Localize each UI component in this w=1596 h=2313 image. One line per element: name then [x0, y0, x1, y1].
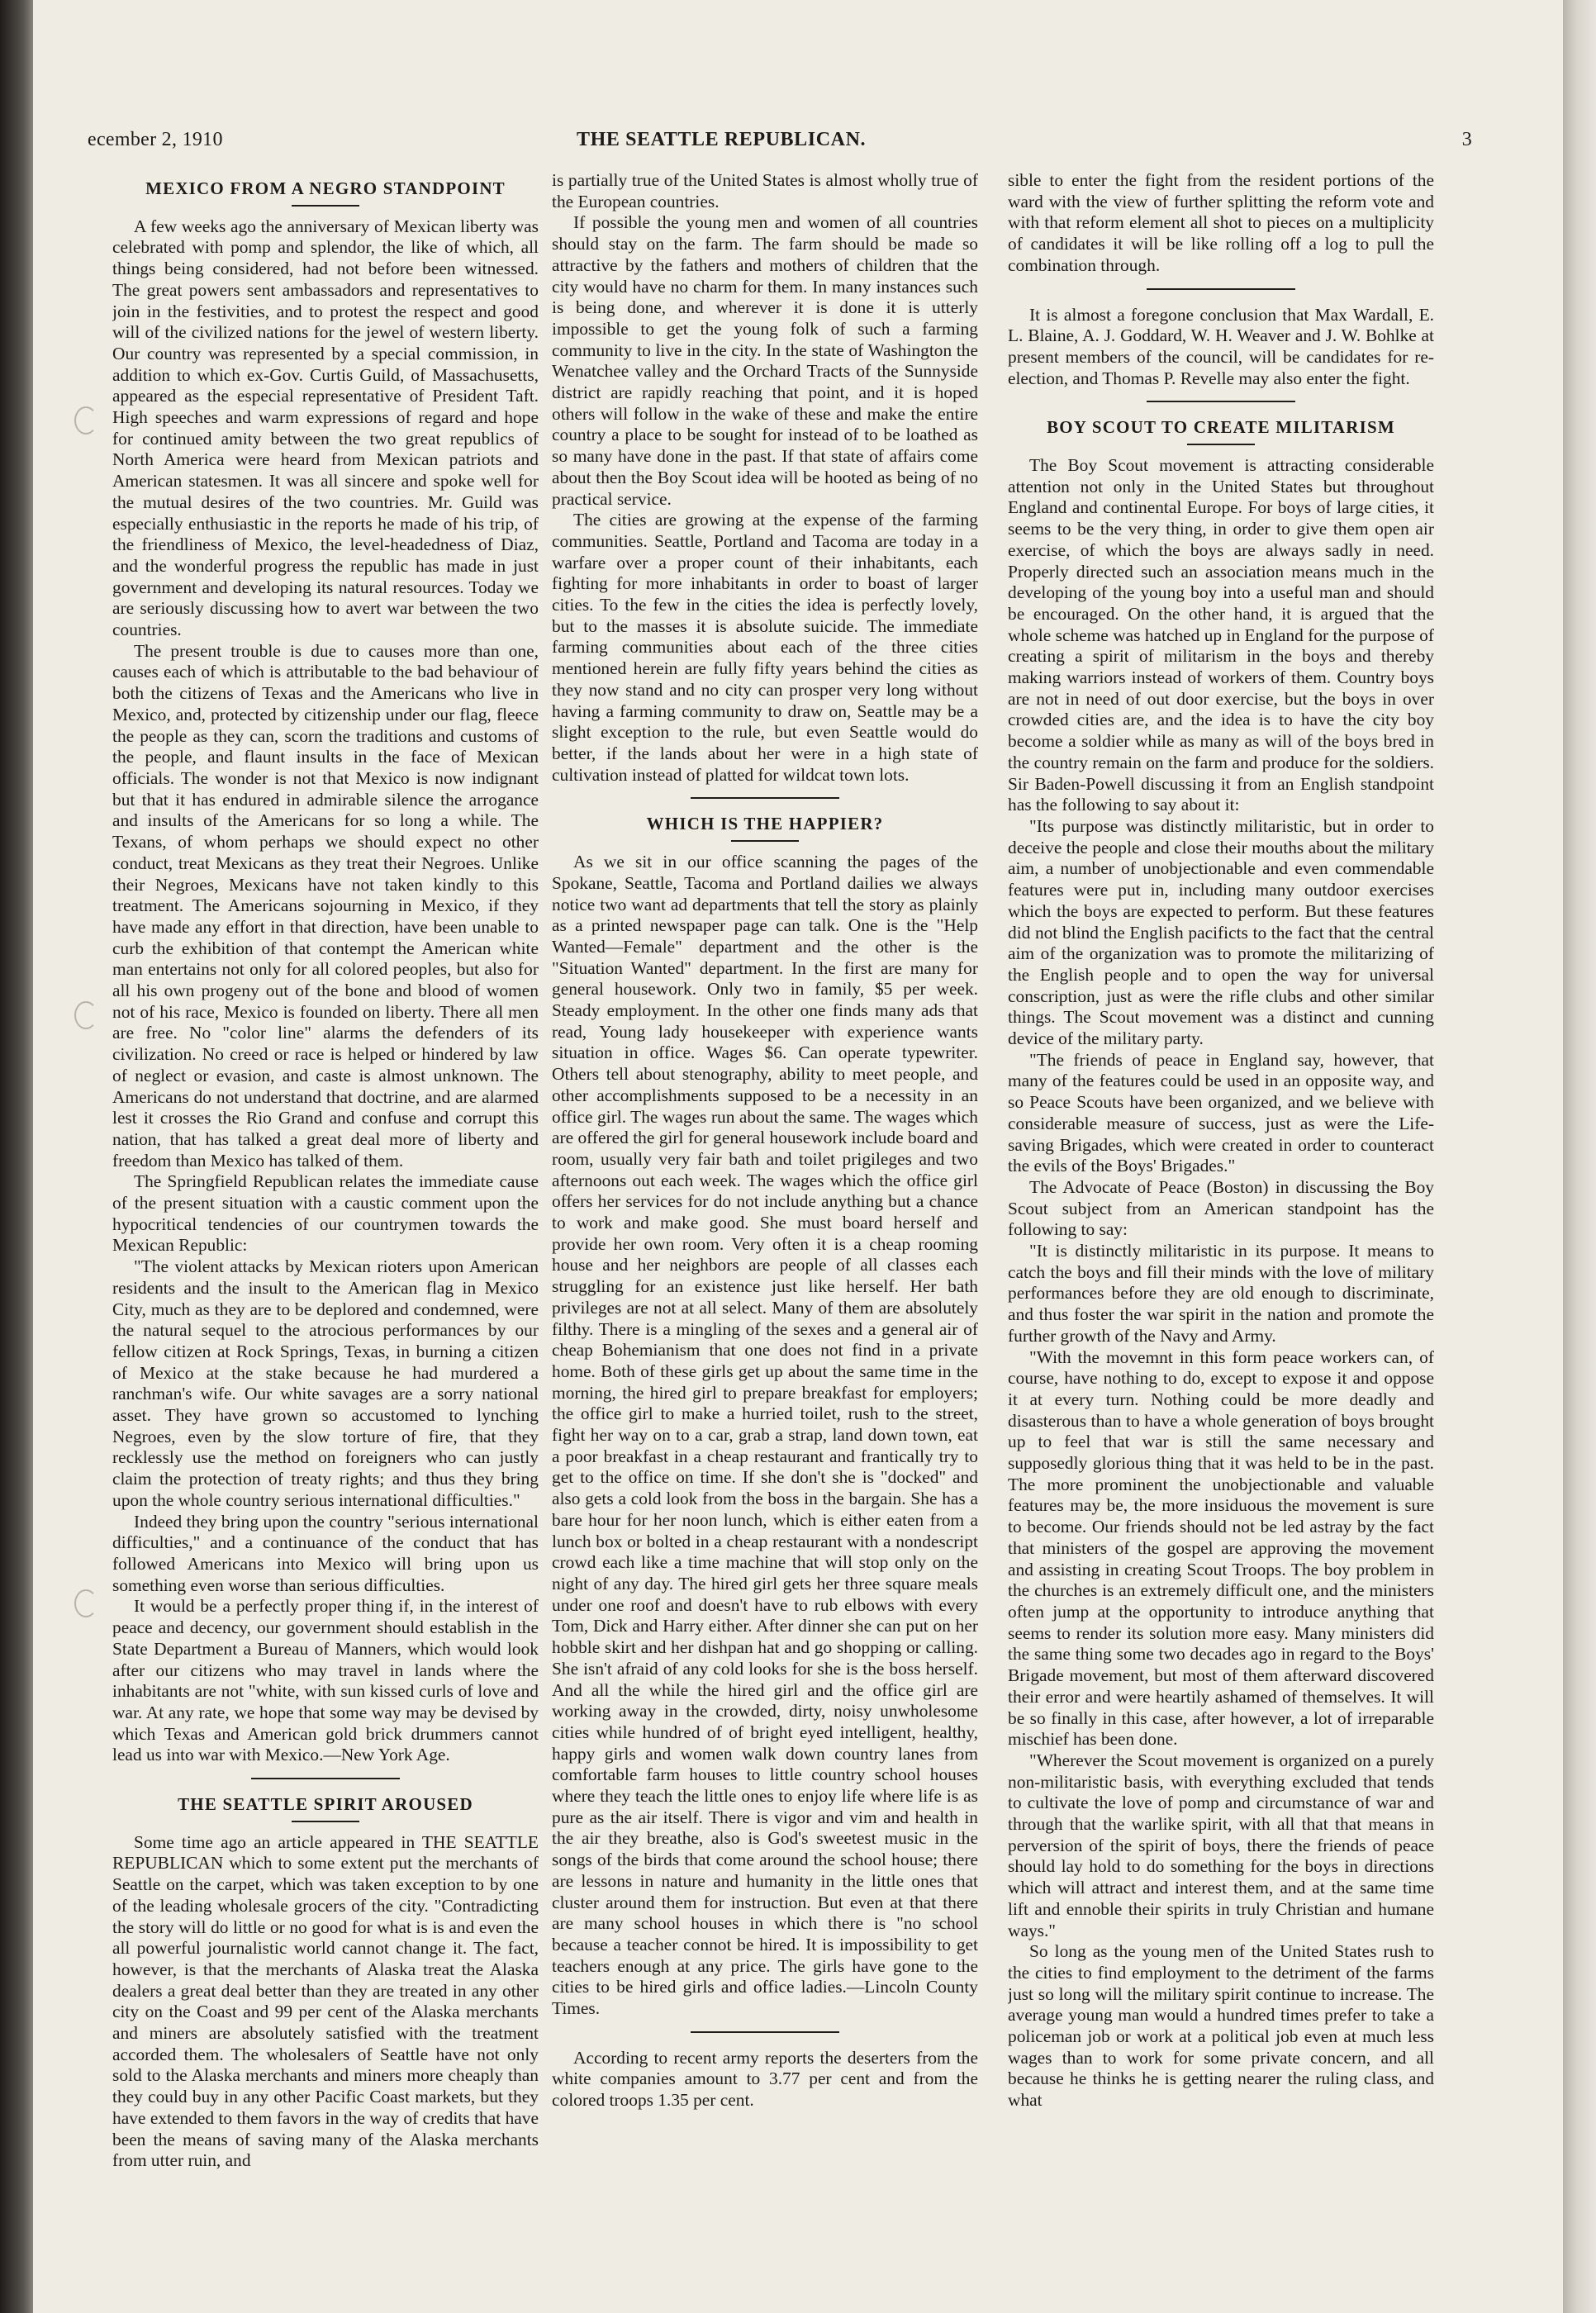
- margin-mark: [74, 1001, 97, 1029]
- paragraph: is partially true of the United States is almost wholly true of the European countries.: [552, 170, 978, 211]
- title-rule: [731, 840, 799, 842]
- article-title: WHICH IS THE HAPPIER?: [646, 814, 884, 834]
- article-title: MEXICO FROM A NEGRO STANDPOINT: [145, 178, 506, 198]
- article-separator: [691, 797, 839, 799]
- newspaper-page: [33, 0, 1563, 2313]
- masthead: THE SEATTLE REPUBLICAN.: [577, 129, 867, 150]
- paragraph: "Wherever the Scout movement is organized on a purely non-militaristic basis, with everything excluded that tends to cultivate the love of pomp and circumstance of war and through that the warlike spirit, with all that that means in perversion of the spirit of boys, there the friends of peace should lay hold to do something for the boys in directions which will attract and interest them, and at the same time lift and ennoble their spirits in truly Christian and humane ways.": [1008, 1750, 1434, 1940]
- article-separator: [691, 2031, 839, 2033]
- page-header: [88, 122, 1472, 160]
- margin-mark: [74, 406, 97, 435]
- paragraph: The Springfield Republican relates the immediate cause of the present situation with a caustic comment upon the hypocritical tendencies of our countrymen towards the Mexican Republic:: [112, 1171, 539, 1256]
- title-rule: [1187, 444, 1255, 445]
- page-shadow: [1563, 0, 1596, 2313]
- paragraph: According to recent army reports the deserters from the white companies amount to 3.77 per cent and from the colored troops 1.35 per cent.: [552, 2047, 978, 2111]
- paragraph: It would be a perfectly proper thing if, in the interest of peace and decency, our government should establish in the State Department a Bureau of Manners, which would look after our citizens who may travel in lands where the inhabitants are not "white, with sun kissed curls of love and war. At any rate, we hope that some way may be devised by which Texas and American gold brick drummers cannot lead us into war with Mexico.—New York Age.: [112, 1596, 539, 1765]
- title-rule: [292, 1821, 359, 1822]
- paragraph: Some time ago an article appeared in THE SEATTLE REPUBLICAN which to some extent put the merchants of Seattle on the carpet, which was taken exception to by one of the leading wholesale grocers of the city. "Contradicting the story will do little or no good for what is is and even the all powerful journalistic world cannot change it. The fact, however, is that the merchants of Alaska treat the Alaska dealers a great deal better than they are treated in any other city on the Coast and 99 per cent of the Alaska merchants and miners are absolutely satisfied with the treatment accorded them. The wholesalers of Seattle have not only sold to the Alaska merchants and miners more cheaply than they could buy in any other Pacific Coast markets, but they have extended to them favors in the way of credits that have been the means of saving many of the Alaska merchants from utter ruin, and: [112, 1831, 539, 2171]
- paragraph: Indeed they bring upon the country "serious international difficulties," and a continuance of the conduct that has followed Americans into Mexico will bring upon us something even worse than serious difficulties.: [112, 1511, 539, 1595]
- paragraph: So long as the young men of the United States rush to the cities to find employment to the detriment of the farms just so long will the military spirit continue to increase. The average young man would a hundred times prefer to take a policeman job or work at a political job even at much less wages than to work for some private concern, and all because he thinks he is getting nearer the ruling class, and what: [1008, 1941, 1434, 2111]
- title-rule: [292, 205, 359, 207]
- issue-date: ecember 2, 1910: [88, 129, 223, 150]
- paragraph: "With the movemnt in this form peace workers can, of course, have nothing to do, except to expose it and oppose it at every turn. Nothing could be more deadly and disasterous than to have a whole generation of boys brought up to feel that war is still the same necessary and supposedly glorious thing that it was held to be in the past. The more prominent the unobjectionable and valuable features may be, the more insiduous the movement is sure to become. Our friends should not be led astray by the fact that ministers of the gospel are approving the movement and assisting in creating Scout Troops. The boy problem in the churches is an extremely difficult one, and the ministers often jump at the opportunity to introduce anything that seems to render its solution more easy. Many ministers did the same thing some two decades ago in regard to the Boys' Brigade movement, but most of them afterward discovered their error and were heartily ashamed of themselves. It will be so finally in this case, after however, a lot of irreparable mischief has been done.: [1008, 1346, 1434, 1750]
- paragraph: The present trouble is due to causes more than one, causes each of which is attributable to the bad behaviour of both the citizens of Texas and the Americans who live in Mexico, and, protected by citizenship under our flag, fleece the people as they can, scorn the traditions and customs of the people, and flaunt insults in the face of Mexican officials. The wonder is not that Mexico is now indignant but that it has endured in admirable silence the arrogance and insults of the Americans for so long a while. The Texans, of whom perhaps we should expect no other conduct, treat Mexicans as they treat their Negroes. Unlike their Negroes, Mexicans have not taken kindly to this treatment. The Americans sojourning in Mexico, if they have made any effort in that direction, have been unable to curb the exhibition of that contempt the American white man entertains not only for all colored peoples, but also for all his own progeny out of the bone and blood of women not of his race, Mexico is founded on liberty. There all men are free. No "color line" alarms the defenders of its civilization. No creed or race is helped or hindered by law of neglect or evasion, and caste is almost unknown. The Americans do not understand that doctrine, and are alarmed lest it crosses the Rio Grand and confuse and corrupt this nation, that has talked a great deal more of liberty and freedom than Mexico has talked of them.: [112, 640, 539, 1171]
- margin-mark: [74, 1589, 97, 1617]
- paragraph: sible to enter the fight from the resident portions of the ward with the view of further splitting the reform vote and with that reform element all shot to pieces on a multiplicity of candidates it will be like rolling off a log to pull the combination through.: [1008, 170, 1434, 275]
- paragraph: "The violent attacks by Mexican rioters upon American residents and the insult to the American flag in Mexico City, much as they are to be deplored and condemned, were the natural sequel to the atrocious performances by our fellow citizen at Rock Springs, Texas, in burning a citizen of Mexico at the stake because he had murdered a ranchman's wife. Our white savages are a sorry national asset. They have grown so accustomed to lynching Negroes, even by the slow torture of fire, that they recklessly use the method on foreigners who can justly claim the protection of treaty rights; and thus they bring upon the whole country serious international difficulties.": [112, 1256, 539, 1510]
- paragraph: The Boy Scout movement is attracting considerable attention not only in the United States but throughout England and continental Europe. For boys of large cities, it seems to be the very thing, in order to give them open air exercise, of which the boys are always sadly in need. Properly directed such an association means much in the developing of the young boy into a useful man and should be encouraged. On the other hand, it is argued that the whole scheme was hatched up in England for the purpose of creating a spirit of militarism in the boys and thereby making warriors instead of workers of them. Country boys are not in need of out door exercise, but the boys in over crowded cities are, and the idea is to have the city boy become a soldier while as many as will of the boys bred in the country remain on the farm and produce for the soldiers. Sir Baden-Powell discussing it from an English standpoint has the following to say about it:: [1008, 455, 1434, 815]
- page-number: 3: [1461, 129, 1472, 150]
- column-1: [112, 170, 539, 2186]
- column-3: [1008, 170, 1434, 2186]
- paragraph: If possible the young men and women of all countries should stay on the farm. The farm should be made so attractive by the fathers and mothers of children that the city would have no charm for them. In many instances such is being done, and wherever it is done it is utterly impossible to get the young folk of such a farming community to live in the city. In the state of Washington the Wenatchee valley and the Orchard Tracts of the Sunnyside district are rapidly reaching that point, and it is hoped others will follow in the wake of these and make the entire country a place to be sought for instead of to be loathed as so many have done in the past. If that state of affairs come about then the Boy Scout idea will be hooted as being of no practical service.: [552, 212, 978, 509]
- article-title: THE SEATTLE SPIRIT AROUSED: [178, 1794, 473, 1815]
- paragraph: "The friends of peace in England say, however, that many of the features could be used in an opposite way, and so Peace Scouts have been organized, and we believe with considerable measure of success, just as were the Life-saving Brigades, which were created in order to counteract the evils of the Boys' Brigades.": [1008, 1049, 1434, 1176]
- article-separator: [1147, 401, 1295, 402]
- paragraph: "It is distinctly militaristic in its purpose. It means to catch the boys and fill their minds with the love of military performances before they are old enough to discriminate, and thus foster the war spirit in the nation and promote the further growth of the Navy and Army.: [1008, 1241, 1434, 1346]
- column-2: [552, 170, 978, 2186]
- paragraph: "Its purpose was distinctly militaristic, but in order to deceive the people and close their mouths about the military aim, a number of unobjectionable and even commendable features were put in, including many outdoor exercises which the boys are expected to perform. But these features did not blind the English pacificts to the fact that the central aim of the organization was to promote the militarizing of the English people and to open the way for universal conscription, just as were the rifle clubs and other similar things. The Scout movement was a distinct and cunning device of the military party.: [1008, 815, 1434, 1049]
- article-title: BOY SCOUT TO CREATE MILITARISM: [1047, 417, 1395, 438]
- paragraph: It is almost a foregone conclusion that Max Wardall, E. L. Blaine, A. J. Goddard, W. H. Weaver and J. W. Bohlke at present members of the council, will be candidates for re-election, and Thomas P. Revelle may also enter the fight.: [1008, 304, 1434, 388]
- paragraph: The Advocate of Peace (Boston) in discussing the Boy Scout subject from an American standpoint has the following to say:: [1008, 1176, 1434, 1240]
- paragraph: The cities are growing at the expense of the farming communities. Seattle, Portland and Tacoma are today in a warfare over a proper count of their inhabitants, each fighting for more inhabitants in order to boast of larger cities. To the few in the cities the idea is perfectly lovely, but to the masses it is absolute suicide. The immediate farming communities about each of the three cities mentioned herein are fully fifty years behind the cities as they now stand and no city can prosper very long without having a farming community to draw on, Seattle may be a slight exception to the rule, but even Seattle would do better, if the lands about her were in a high state of cultivation instead of platted for wildcat town lots.: [552, 510, 978, 785]
- paragraph: As we sit in our office scanning the pages of the Spokane, Seattle, Tacoma and Portland dailies we always notice two want ad departments that tell the story as plainly as a printed newspaper page can talk. One is the "Help Wanted—Female" department and the other is the "Situation Wanted" department. In the first are many for general housework. Only two in family, $5 per week. Steady employment. In the other one finds many ads that read, Young lady housekeeper with experience wants situation in office. Wages $6. Can operate typewriter. Others tell about stenography, ability to meet people, and other accomplishments supposed to be a necessity in an office girl. The wages run about the same. The wages which are offered the girl for general housework include board and room, usually very fair bath and toilet prigileges and two afternoons out each week. The wages which the office girl offers her services for do not include anything but a chance to work and make good. She must board herself and provide her own room. Very often it is a cheap rooming house and her neighbors are people of all classes each struggling for an existence just like herself. Her bath privileges are not at all select. Many of them are absolutely filthy. There is a mingling of the sexes and a general air of cheap Bohemianism that one does not find in a private home. Both of these girls get up about the same time in the morning, the hired girl to prepare breakfast for employers; the office girl to make a hurried toilet, rush to the street, fight her way on to a car, grab a strap, land down town, eat a poor breakfast in a cheap restaurant and frantically try to get to the office on time. If she don't she is "docked" and also gets a cold look from the boss in the bargain. She has a bare hour for her noon lunch, which is either eaten from a lunch box or bolted in a cheap restaurant with a nondescript crowd each like a time machine that will stop only on the night of any day. The hired girl gets her three square meals under one roof and doesn't have to rub elbows with every Tom, Dick and Harry either. After dinner she can put on her hobble skirt and her dishpan hat and go shopping or calling. She isn't afraid of any cold looks for she is the boss herself. And all the while the hired girl and the office girl are working away in the crowded, dirty, noisy unwholesome cities while hundred of of bright eyed intelligent, healthy, happy girls and women walk down country lanes from comfortable farm houses to little country school houses where they teach the little ones to enjoy life where life is as pure as the air itself. There is vigor and vim and health in the air they breathe, also is God's sweetest music in the songs of the birds that come around the school house; there are lessons in nature and humanity in the little ones that cluster around them for instruction. But even at that there are many school houses in which there is "no school because a teacher connot be hired. It is impossibility to get teachers enough at any price. The girls have gone to the cities to be hired girls and office ladies.—Lincoln County Times.: [552, 852, 978, 2019]
- article-separator: [1147, 288, 1295, 290]
- scan-edge: [0, 0, 33, 2313]
- paragraph: A few weeks ago the anniversary of Mexican liberty was celebrated with pomp and splendor, the like of which, all things being considered, had not before been witnessed. The great powers sent ambassadors and representatives to join in the festivities, and to protest the respect and good will of the civilized nations for the jewel of western liberty. Our country was represented by a special commission, in addition to which ex-Gov. Curtis Guild, of Massachusetts, appeared as the especial representative of President Taft. High speeches and warm expressions of regard and hope for continued amity between the two great republics of North America were heard from Mexican patriots and American statesmen. It was all sincere and spoke well for the mutual desires of the two countries. Mr. Guild was especially enthusiastic in the reports he made of his trip, of the friendliness of Mexico, the level-headedness of Diaz, and the wonderful progress the republic has made in just government and developing its natural resources. Today we are seriously discussing how to avert war between the two countries.: [112, 216, 539, 640]
- article-separator: [251, 1778, 400, 1779]
